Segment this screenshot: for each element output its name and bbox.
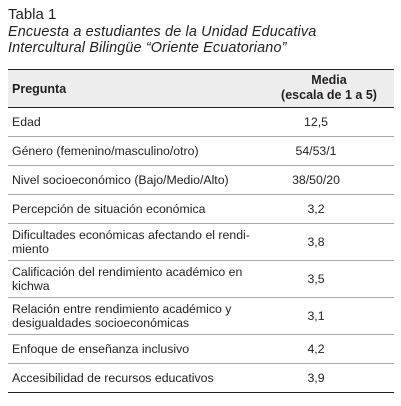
table-row xyxy=(8,137,394,166)
mean-cell: 3,5 xyxy=(307,272,325,286)
question-text-continued: desigualdades socioeconómicas xyxy=(12,316,190,330)
question-text: Calificación del rendimiento académico en xyxy=(12,265,243,279)
question-text-continued: kichwa xyxy=(12,279,50,293)
table-header xyxy=(8,69,394,108)
table-row xyxy=(8,195,394,224)
mean-cell: 3,1 xyxy=(307,309,325,323)
question-text: Relación entre rendimiento académico y xyxy=(12,302,232,316)
question-cell xyxy=(12,115,262,129)
question-text: Nivel socioeconómico (Bajo/Medio/Alto) xyxy=(12,173,229,187)
question-cell xyxy=(12,173,262,187)
table-caption xyxy=(8,24,394,56)
table-number: Tabla 1 xyxy=(8,6,57,23)
question-cell xyxy=(12,144,262,158)
question-cell xyxy=(12,371,262,385)
question-text-continued: miento xyxy=(12,242,49,256)
table-row xyxy=(8,298,394,335)
question-text: Percepción de situación económica xyxy=(12,202,206,216)
question-text: Dificultades económicas afectando el rendi- xyxy=(12,228,250,242)
column-header-mean xyxy=(269,73,389,103)
table-container xyxy=(8,6,394,393)
question-cell xyxy=(12,202,262,216)
question-cell xyxy=(12,302,262,330)
table-row xyxy=(8,224,394,261)
mean-cell: 3,2 xyxy=(307,202,325,216)
table-row xyxy=(8,108,394,137)
mean-cell: 3,8 xyxy=(307,235,325,249)
table-row xyxy=(8,335,394,364)
mean-cell: 3,9 xyxy=(307,371,325,385)
question-text: Accesibilidad de recursos educativos xyxy=(12,371,214,385)
table-row xyxy=(8,166,394,195)
table-row xyxy=(8,364,394,393)
column-header-question: Pregunta xyxy=(12,82,67,96)
mean-cell: 12,5 xyxy=(304,115,328,129)
table-caption-line2: Intercultural Bilingüe “Oriente Ecuatoriano” xyxy=(8,40,287,56)
table-row xyxy=(8,261,394,298)
mean-cell: 38/50/20 xyxy=(292,173,340,187)
question-text: Género (femenino/masculino/otro) xyxy=(12,144,199,158)
question-text: Enfoque de enseñanza inclusivo xyxy=(12,342,190,356)
column-header-mean-title: Media xyxy=(311,73,347,87)
table-caption-line1: Encuesta a estudiantes de la Unidad Educativa xyxy=(8,24,317,40)
question-text: Edad xyxy=(12,115,41,129)
mean-cell: 4,2 xyxy=(307,342,325,356)
mean-cell: 54/53/1 xyxy=(295,144,337,158)
question-cell xyxy=(12,228,262,256)
question-cell xyxy=(12,342,262,356)
column-header-mean-scale: (escala de 1 a 5) xyxy=(281,88,377,102)
question-cell xyxy=(12,265,262,293)
